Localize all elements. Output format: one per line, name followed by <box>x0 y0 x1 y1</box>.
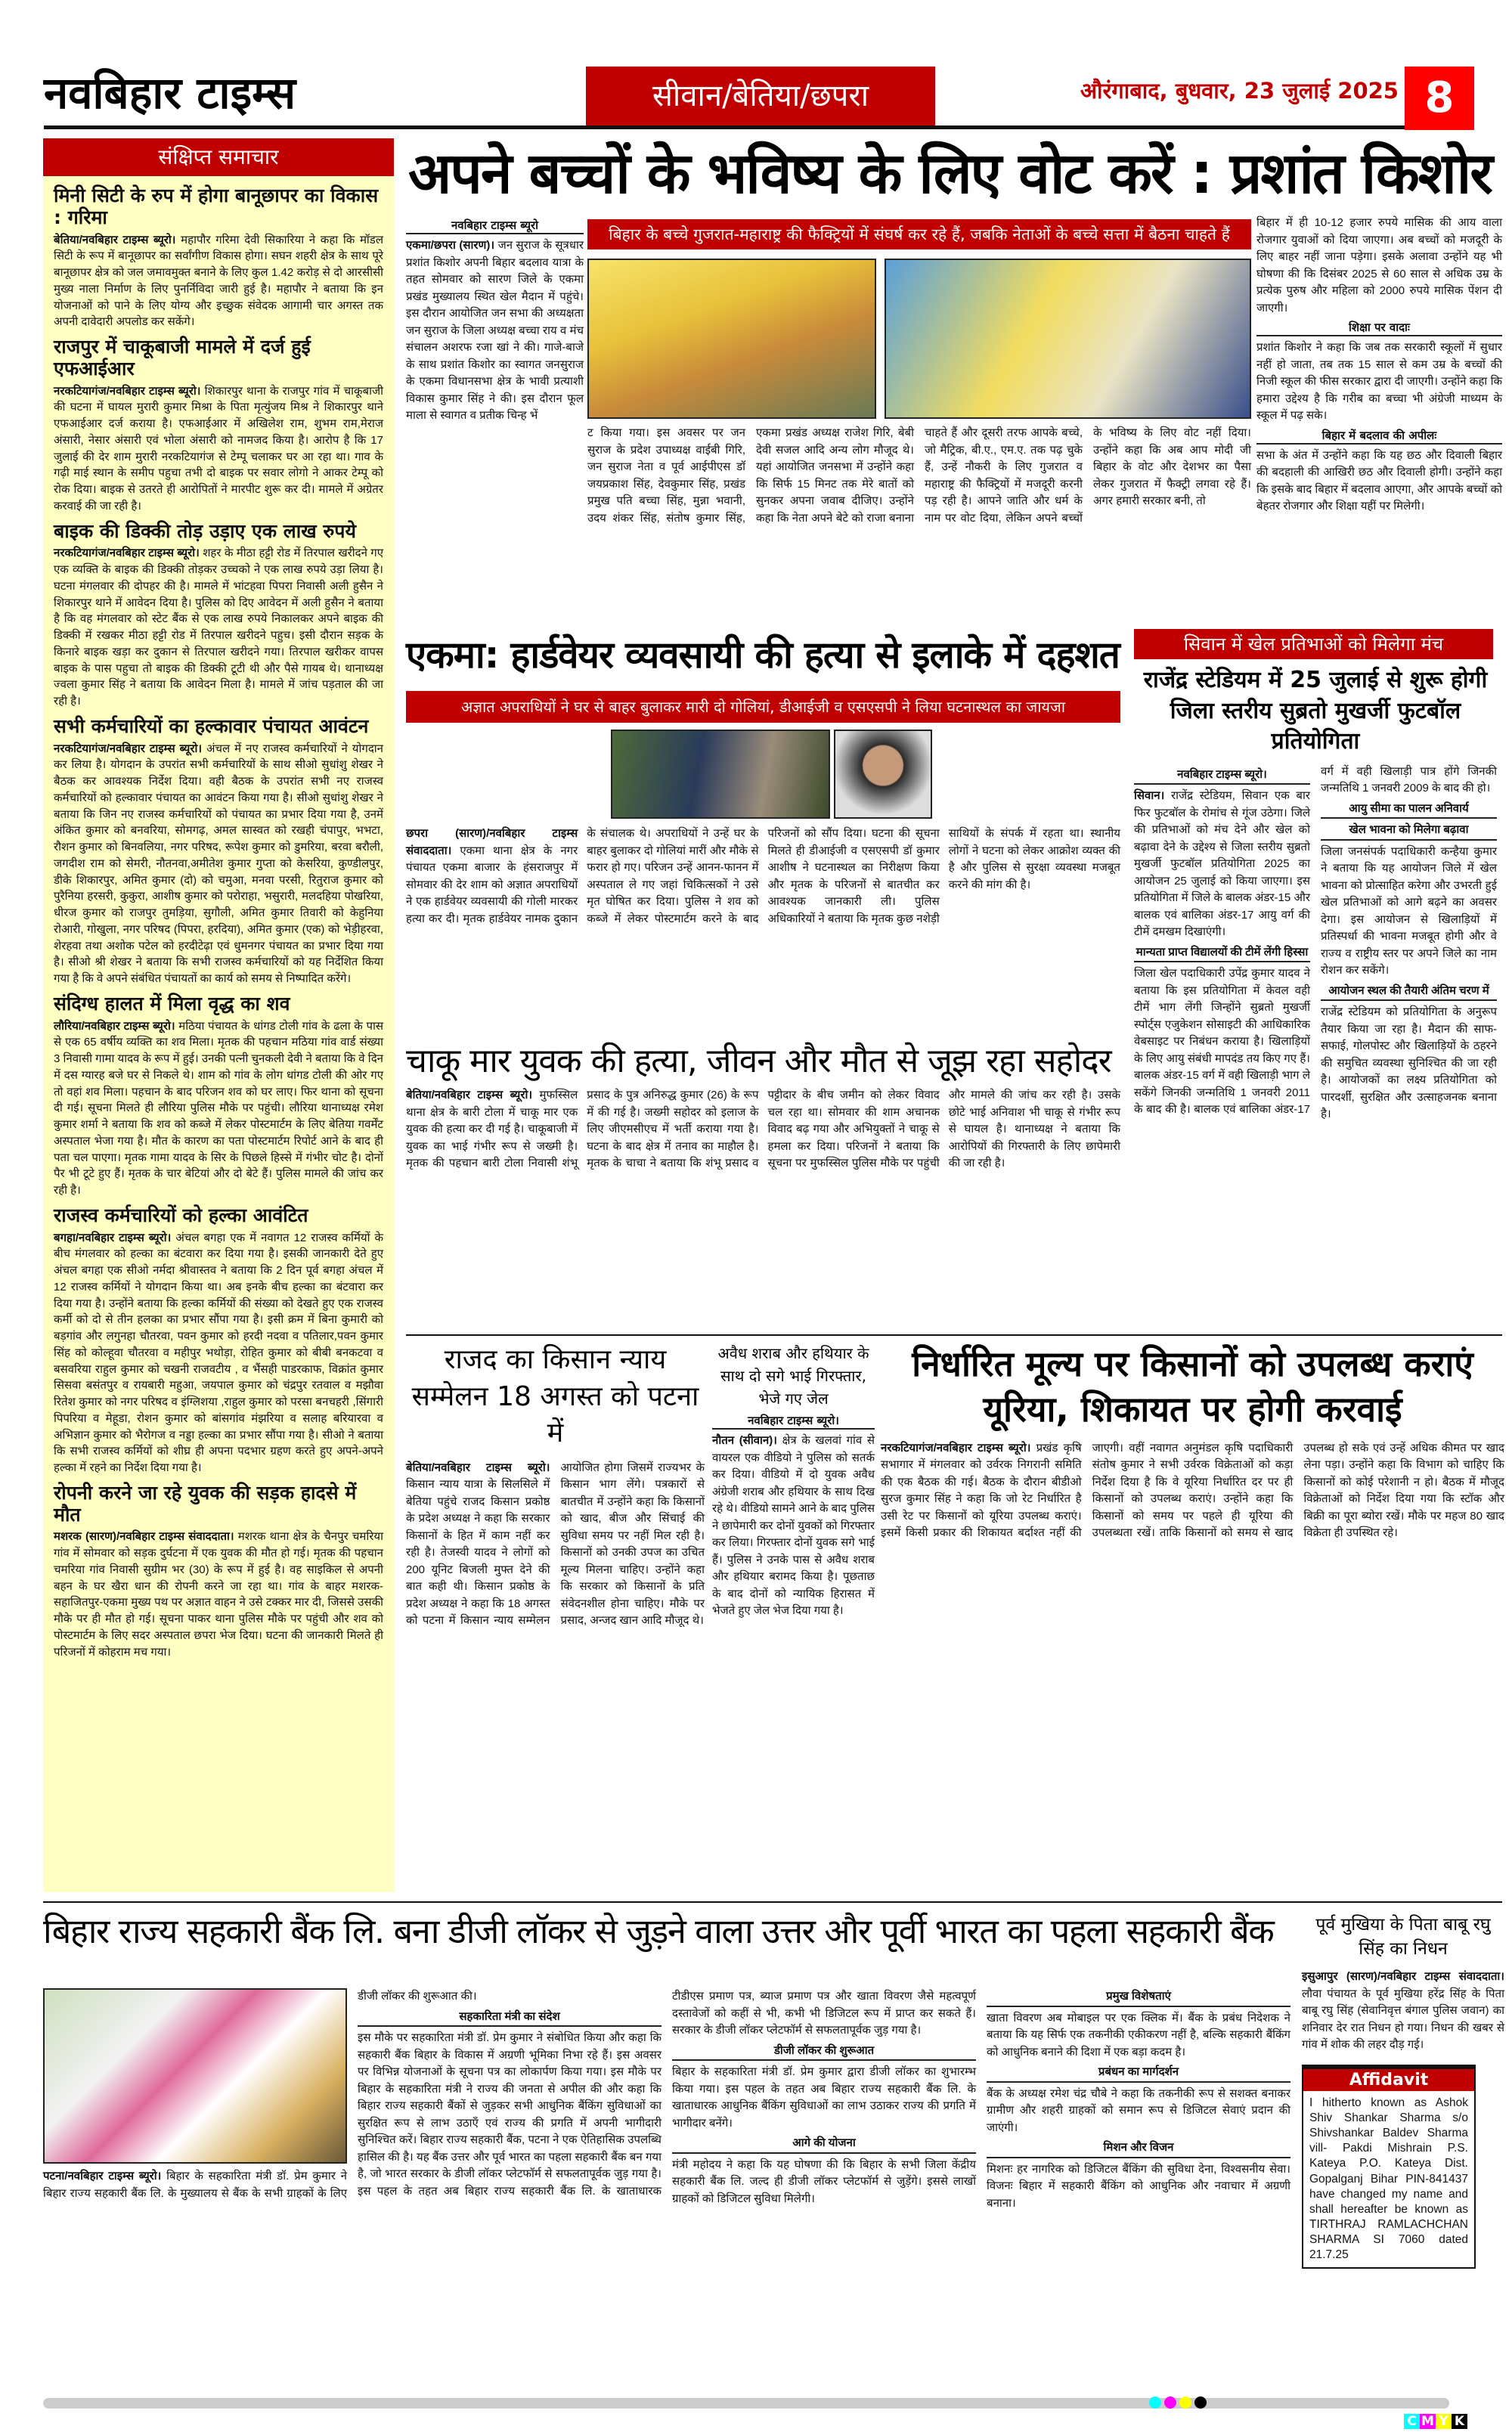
liquor-dateline: नौतन (सीवान)। <box>712 1434 777 1447</box>
lead-body-change: सभा के अंत में उन्होंने कहा कि यह छठ और दिवाली बिहार की बदहाली की आखिरी छठ और दिवाली होगी। उन्होंने कहा कि इसके बाद बिहार में बदलाव आएगा, और आपके बच्चों को बेहतर रोजगार और शिक्षा यहीं पर मिलेगी। <box>1256 448 1502 513</box>
urea-article <box>881 1342 1504 1542</box>
brief-headline: राजस्व कर्मचारियों को हल्का आवंटित <box>54 1204 308 1226</box>
brief-text: अंचल बगहा एक में नवागत 12 राजस्व कर्मियों के बीच मंगलवार को हल्का का बंटवारा कर दिया गया है। इसकी जानकारी देते हुए अंचल बगहा एक सीओ नर्मदा श्रीवास्तव ने बताया कि 2 दिन पूर्व बगहा अंचल में 12 राजस्व कर्मियों ने योगदान किया था। अब इनके बीच हल्का का बंटवारा कर दिया गया है। उन्होंने बताया कि हल्का कर्मियों की संख्या को देखते हुए एक राजस्व कर्मी को दो से तीन हलका का प्रभार सौंपा गया है। इसी क्रम में बिना कुमारी को बड़गांव और लगुनहा चौतरवा, पवन कुमार को हरदी नदवा व पतिलार,पवन कुमार सिंह को कोल्हूवा चौतरवा व महीपुर भथोड़ा, रोहित कुमार को बीबी बनकटवा व बसवरिया राहुल कुमार को चखनी राजवटीय , व भैंसही पाडरकाफ, विक्रांत कुमार सिसवा बसंतपुर व रायबारी महुआ, जयपाल कुमार को चंद्रपुर रतवाल व मझौवा रितेश कुमार को नगर परिषद व इंग्लिशया ,राहुल कुमार को परसा बनचहरी ,सिंगारी पिपरिया व मेहूडा, रोशन कुमार को बांसगांव मंझरिया व सलाह बरियारवा व अभिज्ञान कुमार को भैरोगज व नड्डा हल्का का प्रभार सौंपा गया है। सीओ ने बताया कि सभी राजस्व कर्मियों को शीघ्र ही अपना पदभार ग्रहण करते हुए अपने-अपने हल्का में रहने का निर्देश दिया गया है। <box>54 1231 383 1474</box>
sports-byline: नवबिहार टाइम्स ब्यूरो। <box>1134 767 1310 785</box>
sports-subhead-spirit: खेल भावना को मिलेगा बढ़ावा <box>1321 822 1497 841</box>
liquor-headline: अवैध शराब और हथियार के साथ दो सगे भाई गिरफ्तार, भेजे गए जेल <box>717 1344 869 1408</box>
ekma-photo-officials <box>611 730 830 819</box>
lead-column-right <box>1256 215 1502 516</box>
sports-strapline: सिवान में खेल प्रतिभाओं को मिलेगा मंच <box>1134 629 1493 659</box>
newspaper-logo: नवबिहार टाइम्स <box>44 67 296 119</box>
chaku-dateline: बेतिया/नवबिहार टाइम्स ब्यूरो। <box>406 1089 533 1102</box>
ekma-text: एकमा थाना क्षेत्र के नगर पंचायत एकमा बाजार के हंसराजपुर में सोमवार की देर शाम को अज्ञात अपराधियों ने एक हार्डवेयर व्यवसायी की गोली मारकर हत्या कर दी। मृतक हार्डवेयर नामक दुकान के संचालक थे। अपराधियों ने उन्हें घर के बाहर बुलाकर दो गोलियां मारीं और मौके से फरार हो गए। परिजन उन्हें आनन-फानन में अस्पताल ले गए जहां चिकित्सकों ने उसे मृत घोषित कर दिया। पुलिस ने शव को कब्जे में लेकर पोस्टमार्टम करने के बाद परिजनों को सौंप दिया। घटना की सूचना मिलते ही डीआईजी व एसएसपी डॉ कुमार आशीष ने घटनास्थल का निरीक्षण किया और मृतक के परिजनों से बातचीत कर आवश्यक जानकारी ली। पुलिस अधिकारियों ने बताया कि मृतक कुछ नशेड़ी साथियों के संपर्क में रहता था। स्थानीय लोगों ने घटना को लेकर आक्रोश व्यक्त की है और पुलिस से सुरक्षा व्यवस्था मजबूत करने की मांग की है। <box>406 827 1120 925</box>
masthead-rule <box>44 125 1405 129</box>
affidavit-text: I hitherto known as Ashok Shiv Shankar Sharma s/o Shivshankar Baldev Sharma vill- Pakdi Mishrain P.S. Kateya P.O. Kateya Dist. Gopalganj Bihar PIN-841437 have changed my name and shall hereafter be known as TIRTHRAJ RAMLACHCHAN SHARMA SI 7060 dated 21.7.25 <box>1309 2096 1468 2262</box>
brief-body <box>54 232 383 331</box>
bank-text-4: मंत्री महोदय ने कहा कि यह घोषणा की कि बिहार के सभी जिला केंद्रीय सहकारी बैंक लि. जल्द ही डीजी लॉकर प्लेटफॉर्म से जुड़ेंगे। इससे लाखों ग्राहकों को डिजिटल सुविधा मिलेगी। <box>672 2158 976 2205</box>
obit-text: लौवा पंचायत के पूर्व मुखिया हरेंद्र सिंह के पिता बाबू रघु सिंह (सेवानिवृत्त बंगाल पुलिस जवान) का शनिवार देर रात निधन हो गया। निधन की खबर से गांव में शोक की लहर दौड़ गई। <box>1302 1987 1504 2052</box>
brief-text: अंचल में नए राजस्व कर्मचारियों ने योगदान कर लिया है। योगदान के उपरांत सभी कर्मचारियों के साथ सीओ सुधांशु शेखर ने बैठक कर आवश्यक निर्देश दिया। वही बैठक के उपरांत सभी नए राजस्व कर्मचारियों को हल्कावार पंचायत का आवंटन किया गया है। सीओ सुधांशु शेखर ने बताया कि जिन नए राजस्व कर्मचारियों को पंचायत का प्रभार दिया गया है, उनमें अंकित कुमार को बनवरिया, सोमगढ़, अमल सास्वत को रखही चंपापुर, भभटा, रौशन कुमार को बिनवलिया, नगर परिषद, रूपेश कुमार को डुमरिया, बरवा बरौली, जगदीश राम को सेमरी, नौतनवा,अमीतेश कुमार गुप्ता को केसरिया, कुण्डीलपुर, डीके शिकारपुर, अमित कुमार (दो) को चमुआ, मनवा परसी, रितुराज कुमार को पुरैनिया हरसरी, कुकुरा, आशीष कुमार को परोराहा, भसुरारी, मलदहिया पोखरिया, धीरज कुमार को राजपुर तुमड़िया, सुगौली, अमित कुमार तिवारी को केहुनिया रोआरी, गोखुला, नगर परिषद (पिपरा, हरदिया), अमित कुमार (एक) को भेड़ीहरवा, शेरहवा तथा अशोक पटेल को हरदीटेढ़ा एवं धुमनगर पंचायत का प्रभार दिया गया है। सीओ श्री शेखर ने बताया कि सभी राजस्व कर्मचारियों को यह निर्देशित किया गया है कि वे अपने संबंधित पंचायतों का कार्य को समय से निष्पादित करेंगे। <box>54 742 383 985</box>
bank-body-cols <box>43 1988 1290 2212</box>
brief-body <box>54 741 383 987</box>
brief-dateline: मशरक (सारण)/नवबिहार टाइम्स संवाददाता। <box>54 1530 234 1544</box>
brief-body <box>54 1230 383 1476</box>
lead-headline: अपने बच्चों के भविष्य के लिए वोट करें : प्रशांत किशोर <box>408 140 1492 206</box>
brief-dateline: बेतिया/नवबिहार टाइम्स ब्यूरो। <box>54 233 176 246</box>
cmyk-y: Y <box>1436 2414 1452 2429</box>
lead-strapline: बिहार के बच्चे गुजरात-महाराष्ट्र की फैक्ट्रियों में संघर्ष कर रहे हैं, जबकि नेताओं के बच्चे सत्ता में बैठना चाहते हैं <box>587 219 1251 249</box>
rajad-text: किसान न्याय यात्रा के सिलसिले में बेतिया पहुंचे राजद किसान प्रकोष्ठ के प्रदेश अध्यक्ष ने कहा कि सरकार किसानों के हित में काम नहीं कर रही है। तेजस्वी यादव ने लोगों को 200 यूनिट बिजली मुफ्त देने की बात कही थी। किसान प्रकोष्ठ के प्रदेश अध्यक्ष ने कहा कि 18 अगस्त को पटना में किसान न्याय सम्मेलन आयोजित होगा जिसमें राज्यभर के किसान भाग लेंगे। पत्रकारों से बातचीत में उन्होंने कहा कि किसानों को खाद, बीज और सिंचाई की सुविधा समय पर नहीं मिल रही है। किसानों को उनकी उपज का उचित मूल्य मिलना चाहिए। उन्होंने कहा कि सरकार को किसानों के प्रति संवेदनशील होना चाहिए। मौके पर प्रसाद, अन्जद खान आदि मौजूद थे। <box>406 1461 705 1628</box>
lead-right-intro: बिहार में ही 10-12 हजार रुपये मासिक की आय वाला रोजगार युवाओं को दिया जाएगा। अब बच्चों को मजदूरी के लिए बाहर नहीं जाना पड़ेगा। इसके अलावा उन्होंने यह भी घोषणा की कि दिसंबर 2025 से 60 साल से अधिक उम्र के प्रत्येक पुरुष और महिला को 2000 रुपये मासिक पेंशन दी जाएगी। <box>1256 216 1502 314</box>
brief-body <box>54 383 383 515</box>
magenta-dot-icon <box>1164 2396 1176 2409</box>
brief-headline: सभी कर्मचारियों का हल्कावार पंचायत आवंटन <box>54 714 369 737</box>
urea-text: प्रखंड कृषि सभागार में मंगलवार को उर्वरक निगरानी समिति की एक बैठक की गई। बैठक के दौरान बीडीओ सुरज कुमार सिंह ने कहा कि जो रेट निर्धारित है उसी रेट पर किसानों को यूरिया उपलब्ध कराएं। इसमें किसी प्रकार की शिकायत बर्दाश्त नहीं की जाएगी। वहीं नवागत अनुमंडल कृषि पदाधिकारी संतोष कुमार ने सभी उर्वरक विक्रेताओं को कड़ा निर्देश दिया है कि वे यूरिया निर्धारित दर पर ही किसानों को उपलब्ध कराएं। उन्होंने कहा कि किसानों को समय पर पहले ही यूरिया की उपलब्धता रखें। ताकि किसानों को समय से खाद उपलब्ध हो सके एवं उन्हें अधिक कीमत पर खाद लेना पड़ा। उन्होंने कहा कि विभाग को चाहिए कि किसानों को कोई परेशानी न हो। बैठक में मौजूद विक्रेताओं को निर्देश दिया गया कि स्टॉक और बिक्री का पूरा ब्योरा रखें। मौके पर महज 80 खाद विक्रेता ही उपस्थित रहे। <box>881 1441 1504 1540</box>
rajad-headline: राजद का किसान न्याय सम्मेलन 18 अगस्त को पटना में <box>411 1344 699 1449</box>
brief-body <box>54 545 383 710</box>
bank-photo-launch <box>43 1988 347 2164</box>
cmyk-m: M <box>1420 2414 1436 2429</box>
lead-subhead-change: बिहार में बदलाव की अपीलः <box>1256 428 1502 445</box>
brief-dateline: बगहा/नवबिहार टाइम्स ब्यूरो। <box>54 1231 172 1244</box>
cyan-dot-icon <box>1149 2396 1161 2409</box>
brief-headline: रोपनी करने जा रहे युवक की सड़क हादसे में मौत <box>54 1481 357 1526</box>
sports-text-3: जिला जनसंपर्क पदाधिकारी कन्हैया कुमार ने बताया कि यह आयोजन जिले में खेल भावना को प्रोत्साहित करेगा और उभरती हुई खेल प्रतिभाओं को आगे बढ़ने का अवसर देगा। इस आयोजन से खिलाड़ियों में प्रतिस्पर्धा की भावना मजबूत होगी और वे राज्य व राष्ट्रीय स्तर पर अपने जिले का नाम रोशन कर सकेंगे। <box>1321 844 1497 977</box>
bank-text-2: इस मौके पर सहकारिता मंत्री डॉ. प्रेम कुमार ने संबोधित किया और कहा कि सहकारी बैंक बिहार के विकास में अग्रणी भूमिका निभा रहे हैं। इस अवसर पर विभिन्न योजनाओं के सूचना पत्र का लोकार्पण किया गया। इस मौके पर बिहार के सहकारिता मंत्री ने राज्य की जनता से अपील की और कहा कि बिहार राज्य सहकारी बैंकों से जुड़कर सभी आधुनिक बैंकिंग सुविधाओं का सुरक्षित रूप से लाभ उठाएँ एवं राज्य की प्रगति में अपनी भागीदारी सुनिश्चित करें। बिहार राज्य सहकारी बैंक, पटना ने एक ऐतिहासिक उपलब्धि हासिल की है। यह बैंक उत्तर और पूर्व भारत का पहला सहकारी बैंक बन गया है, जो भारत सरकार के डीजी लॉकर प्लेटफॉर्म से सफलतापूर्वक जुड़ गया है। इस पहल के तहत अब बिहार राज्य सहकारी बैंक लि. के खाताधारक टीडीएस प्रमाण पत्र, ब्याज प्रमाण पत्र और खाता विवरण जैसे महत्वपूर्ण दस्तावेजों को कहीं से भी, कभी भी डिजिटल रूप में प्राप्त कर सकते हैं। सरकार के डीजी लॉकर प्लेटफॉर्म से सफलतापूर्वक जुड़ गया है। <box>358 1990 976 2198</box>
bank-subhead-features: प्रमुख विशेषताएं <box>987 1988 1290 2007</box>
lead-dateline: एकमा/छपरा (सारण)। <box>406 239 495 252</box>
sports-subhead-age: आयु सीमा का पालन अनिवार्य <box>1321 801 1497 819</box>
chaku-article <box>406 1043 1120 1173</box>
brief-text: मशरक थाना क्षेत्र के चैनपुर चमरिया गांव में सोमवार को सड़क दुर्घटना में एक युवक की मौत हो गई। मृतक की पहचान चमरिया गांव निवासी सुग्रीम भर (30) के रूप में हुई है। वह साइकिल से अपनी बहन के घर खैरा धान की रोपनी करने जा रहा था। गांव के बाहर मशरक-सहाजितपुर-एकमा मुख्य पथ पर अज्ञात वाहन ने उसे टक्कर मार दी, जिससे उसकी मौके पर ही मौत हो गई। सूचना पाकर थाना पुलिस मौके पर पहुंची और शव को पोस्टमार्टम के लिए सदर अस्पताल छपरा भेज दिया। घटना की जानकारी मिलते ही परिजनों में कोहराम मच गया। <box>54 1530 383 1659</box>
sports-headline: राजेंद्र स्टेडियम में 25 जुलाई से शुरू होगी जिला स्तरीय सुब्रतो मुखर्जी फुटबॉल प्रतियोगिता <box>1143 667 1488 754</box>
sports-text-4: राजेंद्र स्टेडियम को प्रतियोगिता के अनुरूप तैयार किया जा रहा है। मैदान की साफ-सफाई, गोलपोस्ट और खिलाड़ियों के ठहरने की समुचित व्यवस्था सुनिश्चित की जा रही है। आयोजकों का लक्ष्य प्रतियोगिता को पारदर्शी, सुरक्षित और उत्साहजनक बनाना है। <box>1321 1005 1497 1120</box>
rajad-article <box>406 1342 705 1630</box>
lead-subhead-education: शिक्षा पर वादाः <box>1256 320 1502 336</box>
bank-subhead-minister: सहकारिता मंत्री का संदेश <box>358 2009 662 2028</box>
bank-subhead-mission: मिशन और विजन <box>987 2139 1290 2158</box>
liquor-text: क्षेत्र के खलवां गांव से वायरल एक वीडियो ने पुलिस को सतर्क कर दिया। वीडियो में दो युवक अवैध अंग्रेजी शराब और हथियार के साथ दिख रहे थे। वीडियो सामने आने के बाद पुलिस ने छापेमारी कर दोनों युवकों को गिरफ्तार कर लिया। गिरफ्तार दोनों युवक सगे भाई हैं। पुलिस ने उनके पास से अवैध शराब और हथियार बरामद किया है। पूछताछ के बाद दोनों को न्यायिक हिरासत में भेजते हुए जेल भेज दिया गया है। <box>712 1434 875 1617</box>
urea-body <box>881 1440 1504 1542</box>
brief-news-sidebar <box>43 176 394 1892</box>
brief-dateline: नरकटियागंज/नवबिहार टाइम्स ब्यूरो। <box>54 742 203 755</box>
ekma-dateline: छपरा (सारण)/नवबिहार टाइम्स संवाददाता। <box>406 827 578 857</box>
bank-divider <box>43 1901 1502 1903</box>
brief-headline: राजपुर में चाकूबाजी मामले में दर्ज हुई एफआईआर <box>54 336 311 380</box>
obit-headline: पूर्व मुखिया के पिता बाबू रघु सिंह का निधन <box>1315 1915 1491 1960</box>
lead-body-education: प्रशांत किशोर ने कहा कि जब तक सरकारी स्कूलों में सुधार नहीं हो जाता, तब तक 15 साल से कम उम्र के बच्चों की निजी स्कूल की फीस सरकार द्वारा दी जाएगी। उन्होंने कहा कि हमारा उद्देश्य है कि गरीब का बच्चा भी अंग्रेजी माध्यम के स्कूल में पढ़ सके। <box>1256 341 1502 422</box>
ekma-headline: एकमा: हार्डवेयर व्यवसायी की हत्या से इलाके में दहशत <box>406 634 1120 677</box>
rajad-body <box>406 1460 705 1630</box>
rajad-dateline: बेतिया/नवबिहार टाइम्स ब्यूरो। <box>406 1461 550 1474</box>
bank-text-5: खाता विवरण अब मोबाइल पर एक क्लिक में। बैंक के प्रबंध निदेशक ने बताया कि यह सिर्फ एक तकनीकी एकीकरण नहीं है, बल्कि सहकारी बैंकिंग को आधुनिक बनाने की दिशा में एक बड़ा कदम है। <box>987 2011 1290 2059</box>
right-bottom-column <box>1302 1913 1504 2269</box>
cmyk-marks <box>1404 2414 1467 2429</box>
bank-text-6: बैंक के अध्यक्ष रमेश चंद्र चौबे ने कहा कि तकनीकी रूप से सशक्त बनाकर ग्रामीण और शहरी ग्राहकों को समान रूप से डिजिटल सेवाएं प्रदान की जाएंगी। <box>987 2087 1290 2134</box>
issue-date: औरंगाबाद, बुधवार, 23 जुलाई 2025 <box>1080 78 1399 104</box>
obituary-article <box>1302 1913 1504 2054</box>
ekma-photo-victim <box>834 730 932 819</box>
lead-body-continued: ट किया गया। इस अवसर पर जन सुराज के प्रदेश उपाध्यक्ष वाईबी गिरि, जन सुराज नेता व पूर्व आईपीएस डॉ जयप्रकाश सिंह, देवकुमार सिंह, प्रखंड प्रमुख पति बच्चा सिंह, मुन्ना भवानी, उदय शंकर सिंह, संतोष कुमार सिंह, एकमा प्रखंड अध्यक्ष राजेश गिरि, बेबी देवी सजल आदि अन्य लोग मौजूद थे। यहां आयोजित जनसभा में उन्होंने कहा कि सिर्फ 15 मिनट तक मेरे बातों को सुनकर अपना जवाब दीजिए। उन्होंने कहा कि नेता अपने बेटे को राजा बनाना चाहते हैं और दूसरी तरफ आपके बच्चे, जो मैट्रिक, बी.ए., एम.ए. तक पढ़ चुके हैं, उन्हें नौकरी के लिए गुजरात व महाराष्ट्र की फैक्ट्रियों में मजदूरी करनी पड़ रही है। आपने जाति और धर्म के नाम पर वोट दिया, लेकिन अपने बच्चों के भविष्य के लिए वोट नहीं दिया। उन्होंने कहा कि अब आप मोदी जी बिहार के वोट और देशभर का पैसा लेकर गुजरात में फैक्ट्री लगवा रहे हैं। अगर हमारी सरकार बनी, तो <box>587 426 1251 525</box>
bank-dateline: पटना/नवबिहार टाइम्स ब्यूरो। <box>43 2170 162 2183</box>
brief-body <box>54 1018 383 1199</box>
bank-headline: बिहार राज्य सहकारी बैंक लि. बना डीजी लॉकर से जुड़ने वाला उत्तर और पूर्वी भारत का पहला सहकारी बैंक <box>43 1911 1274 1951</box>
ekma-body <box>406 826 1120 928</box>
lead-photo-stage <box>885 259 1251 419</box>
sports-text-2: जिला खेल पदाधिकारी उपेंद्र कुमार यादव ने बताया कि इस प्रतियोगिता में केवल वही टीमें भाग लेंगी जिन्होंने सुब्रतो मुखर्जी स्पोर्ट्स एजुकेशन सोसाइटी की आधिकारिक वेबसाइट पर निबंधन कराया है। खिलाड़ियों के लिए आयु संबंधी मापदंड तय किए गए हैं। बालक अंडर-15 वर्ग में वही खिलाड़ी भाग ले सकेंगे जिनकी जन्मतिथि 1 जनवरी 2011 के बाद की है। बालक एवं बालिका अंडर-17 वर्ग में वही खिलाड़ी पात्र होंगे जिनकी जन्मतिथि 1 जनवरी 2009 के बाद की हो। <box>1134 764 1497 1116</box>
urea-dateline: नरकटियागंज/नवबिहार टाइम्स ब्यूरो। <box>881 1441 1031 1455</box>
sports-subhead-venue: आयोजन स्थल की तैयारी अंतिम चरण में <box>1321 983 1497 1002</box>
brief-headline: संदिग्ध हालत में मिला वृद्ध का शव <box>54 992 290 1015</box>
sports-text: राजेंद्र स्टेडियम, सिवान एक बार फिर फुटबॉल के रोमांच से गूंज उठेगा। जिले की प्रतिभाओं को मंच देने और खेल को बढ़ावा देने के उद्देश्य से जिला स्तरीय सुब्रतो मुखर्जी फुटबॉल प्रतियोगिता 2025 का आयोजन 25 जुलाई को किया जाएगा। इस प्रतियोगिता में जिले के बालक अंडर-15 और बालक एवं बालिका अंडर-17 आयु वर्ग की टीमें दमखम दिखाएंगी। <box>1134 789 1310 938</box>
brief-headline: मिनी सिटी के रुप में होगा बानूछापर का विकास : गरिमा <box>54 184 379 228</box>
bank-subhead-plan: आगे की योजना <box>672 2135 976 2154</box>
lead-byline: नवबिहार टाइम्स ब्यूरो <box>406 218 584 234</box>
liquor-byline: नवबिहार टाइम्स ब्यूरो। <box>712 1413 875 1430</box>
liquor-article <box>712 1342 875 1620</box>
brief-text: महापौर गरिमा देवी सिकारिया ने कहा कि मॉडल सिटी के रूप में बानूछापर का सर्वांगीण विकास होगा। सघन शहरी क्षेत्र के साथ पूरे बानूछापर क्षेत्र को जल जमावमुक्त बनाने के लिए कुल 1.42 करोड़ से दो आरसीसी मुख्य नाला निर्माण के लिए पुनर्निविदा जारी हुई है। महापौर ने बताया कि इन योजनाओं को पाने के लिए योग्य और इच्छुक संवेदक आगामी चार अगस्त तक अपनी दावेदारी अपलोड कर सकेंगे। <box>54 233 383 329</box>
black-dot-icon <box>1194 2396 1207 2409</box>
registration-dots <box>1149 2396 1207 2409</box>
lead-body: जन सुराज के सूत्रधार प्रशांत किशोर अपनी बिहार बदलाव यात्रा के तहत सोमवार को सारण जिले के एकमा प्रखंड मुख्यालय स्थित खेल मैदान में पहुंचे। इस दौरान आयोजित जन सभा की अध्यक्षता जन सुराज के जिला अध्यक्ष बच्चा राय व मंच संचालन अशरफ रजा खां ने की। गाजे-बाजे के साथ प्रशांत किशोर का स्वागत जनसुराज के एकमा विधानसभा क्षेत्र के भावी प्रत्याशी विकास कुमार सिंह ने की। इस दौरान फूल माला से स्वागत व प्रतीक चिन्ह भें <box>406 239 584 422</box>
footer-bar <box>43 2398 1449 2409</box>
brief-body <box>54 1529 383 1660</box>
section-divider <box>406 1334 1502 1336</box>
sports-subhead-schools: मान्यता प्राप्त विद्यालयों की टीमें लेंगी हिस्सा <box>1134 944 1310 963</box>
chaku-text: मुफस्सिल थाना क्षेत्र के बारी टोला में चाकू मार एक युवक की हत्या कर दी गई है। चाकूबाजी में युवक का भाई गंभीर रूप से जख्मी है। मृतक की पहचान बारी टोला निवासी शंभू प्रसाद के पुत्र अनिरुद्ध कुमार (26) के रूप में की गई है। जख्मी सहोदर को इलाज के लिए जीएमसीएच में भर्ती कराया गया है। घटना के बाद क्षेत्र में तनाव का माहौल है। मृतक के चाचा ने बताया कि शंभू प्रसाद व पट्टीदार के बीच जमीन को लेकर विवाद चल रहा था। सोमवार की शाम अचानक विवाद बढ़ गया और अभियुक्तों ने चाकू से हमला कर दिया। परिजनों ने बताया कि सूचना पर मुफस्सिल पुलिस मौके पर पहुंची और मामले की जांच कर रही है। उसके छोटे भाई अनिवाश भी चाकू से गंभीर रूप से घायल है। थानाध्यक्ष ने बताया कि आरोपियों की गिरफ्तारी के लिए छापेमारी की जा रही है। <box>406 1089 1120 1170</box>
brief-text: शहर के मीठा हट्टी रोड में तिरपाल खरीदने गए एक व्यक्ति के बाइक की डिक्की तोड़कर उच्चको ने एक लाख रुपये उड़ा लिया है। घटना मंगलवार की दोपहर की है। मामले में भांटहवा पिपरा निवासी अली हुसैन ने शिकारपुर थाने में आवेदन दिया है। पुलिस को दिए आवेदन में अली हुसैन ने बताया है कि वह मंगलवार को स्टेट बैंक से एक लाख रुपये निकालकर अपने बाइक की डिक्की में रखकर मीठा हट्टी रोड में तिरपाल खरीदने पहुच। इसी दौरान सड़क के किनारे बाइक खड़ा कर दुकान से तिरपाल खरीदने गया। तिरपाल खरीकर वापस बाइक के पास पहुचा तो बाइक की डिक्की टूटी थी और पैसे गायब थे। थानाध्यक्ष ज्वला कुमार सिंह ने बताया कि आवेदन मिला है। मामले में जांच पड़ताल की जा रही है। <box>54 547 383 708</box>
brief-headline: बाइक की डिक्की तोड़ उड़ाए एक लाख रुपये <box>54 519 357 542</box>
brief-dateline: नरकटियागंज/नवबिहार टाइम्स ब्यूरो। <box>54 384 201 398</box>
sports-article <box>1134 665 1497 1123</box>
brief-dateline: लौरिया/नवबिहार टाइम्स ब्यूरो। <box>54 1019 175 1033</box>
brief-dateline: नरकटियागंज/नवबिहार टाइम्स ब्यूरो। <box>54 547 200 560</box>
bank-text-3: बिहार के सहकारिता मंत्री डॉ. प्रेम कुमार द्वारा डीजी लॉकर का शुभारम्भ किया गया। इस पहल के तहत अब बिहार राज्य सहकारी बैंक लि. के खाताधारक आधुनिक बैंकिंग सुविधाओं का लाभ उठाकर राज्य की प्रगति में भागीदार बनेंगे। <box>672 2065 976 2130</box>
brief-text: शिकारपुर थाना के राजपुर गांव में चाकूबाजी की घटना में घायल मुरारी कुमार मिश्रा के पिता मृत्युंजय मिश्र ने शिकारपुर थाने एफआईआर दर्ज कराया है। एफआईआर में अखिलेश राम, शुभम राम,मेराज अंसारी, नेसार अंसारी एवं भोला अंसारी को नामजद किया है। आरोप है कि 17 जुलाई की देर शाम मुरारी नरकटियागंज से टेम्पू चलाकर घर आ रहा था। गाव के गढ़ी माई स्थान के समीप पहुचा तभी दो बाइक पर सवार लोगो ने आकर टेम्पू को रोक दिया। बाइक से उतरते ही आरोपितों ने मारपीट शुरू कर दी। मामले में अग्रेतर करवाई की जा रही है। <box>54 384 384 513</box>
bank-subhead-management: प्रबंधन का मार्गदर्शन <box>987 2064 1290 2083</box>
affidavit-title: Affidavit <box>1303 2069 1474 2091</box>
page-number: 8 <box>1405 67 1474 130</box>
brief-text: मठिया पंचायत के धांगड टोली गांव के ढला के पास से एक 65 वर्षीय व्यक्ति का शव मिला। मृतक की पहचान मठिया गांव वार्ड संख्या 3 निवासी गामा यादव के रूप में हुई। उनकी पत्नी चुनकली देवी ने बताया कि वे दिन में दस ग्यारह बजे घर से निकले थे। शाम को गांव के लोग धांगड टोली की ओर गए तो वहां शव मिला। पहचान के बाद परिजन शव को घर लाए। फिर थाना को सूचना दी गई। सूचना मिलते ही लौरिया पुलिस मौके पर पहुंची। लौरिया थानाध्यक्ष रमेश कुमार शर्मा ने बताया कि शव को कब्जे में लेकर पोस्टमार्टम के लिए बेतिया गवर्मेंट अस्पताल भेजा गया है। मौत के कारण का पता पोस्टमार्टम रिपोर्ट आने के बाद ही पता चल पाएगा। मृतक गामा यादव के सिर के पिछले हिस्से में गंभीर चोट है। दोनों पैर भी टूटे हुए हैं। मृतक के चार बेटियां और दो बेटे हैं। पुलिस मामले की जांच कर रही है। <box>54 1019 384 1197</box>
chaku-body <box>406 1087 1120 1173</box>
obit-dateline: इसुआपुर (सारण)/नवबिहार टाइम्स संवाददाता। <box>1302 1970 1504 1984</box>
cmyk-c: C <box>1404 2414 1420 2429</box>
ekma-strapline: अज्ञात अपराधियों ने घर से बाहर बुलाकर मारी दो गोलियां, डीआईजी व एसएसपी ने लिया घटनास्थल का जायजा <box>406 691 1120 723</box>
bank-text: बिहार के सहकारिता मंत्री डॉ. प्रेम कुमार ने बिहार राज्य सहकारी बैंक लि. के मुख्यालय से बैंक के सभी ग्राहकों के लिए डीजी लॉकर की शुरूआत की। <box>43 1990 477 2200</box>
urea-headline: निर्धारित मूल्य पर किसानों को उपलब्ध कराएं यूरिया, शिकायत पर होगी करवाई <box>912 1343 1473 1430</box>
sports-dateline: सिवान। <box>1134 789 1165 802</box>
lead-photo-rally <box>587 259 876 419</box>
chaku-headline: चाकू मार युवक की हत्या, जीवन और मौत से जूझ रहा सहोदर <box>406 1042 1111 1080</box>
lead-column-1 <box>406 215 584 425</box>
bank-subhead-digilocker: डीजी लॉकर की शुरूआत <box>672 2043 976 2062</box>
bank-text-7: मिशनः हर नागरिक को डिजिटल बैंकिंग की सुविधा देना, विश्वसनीय सेवा। विजनः बिहार में सहकारी बैंकिंग को आधुनिक और नवाचार में अग्रणी बनाना। <box>987 2162 1290 2210</box>
yellow-dot-icon <box>1179 2396 1191 2409</box>
sports-body <box>1134 764 1497 1123</box>
sidebar-title: संक्षिप्त समाचार <box>43 138 394 176</box>
cmyk-k: K <box>1452 2414 1467 2429</box>
affidavit-box <box>1302 2065 1476 2269</box>
edition-label: सीवान/बेतिया/छपरा <box>586 67 935 125</box>
